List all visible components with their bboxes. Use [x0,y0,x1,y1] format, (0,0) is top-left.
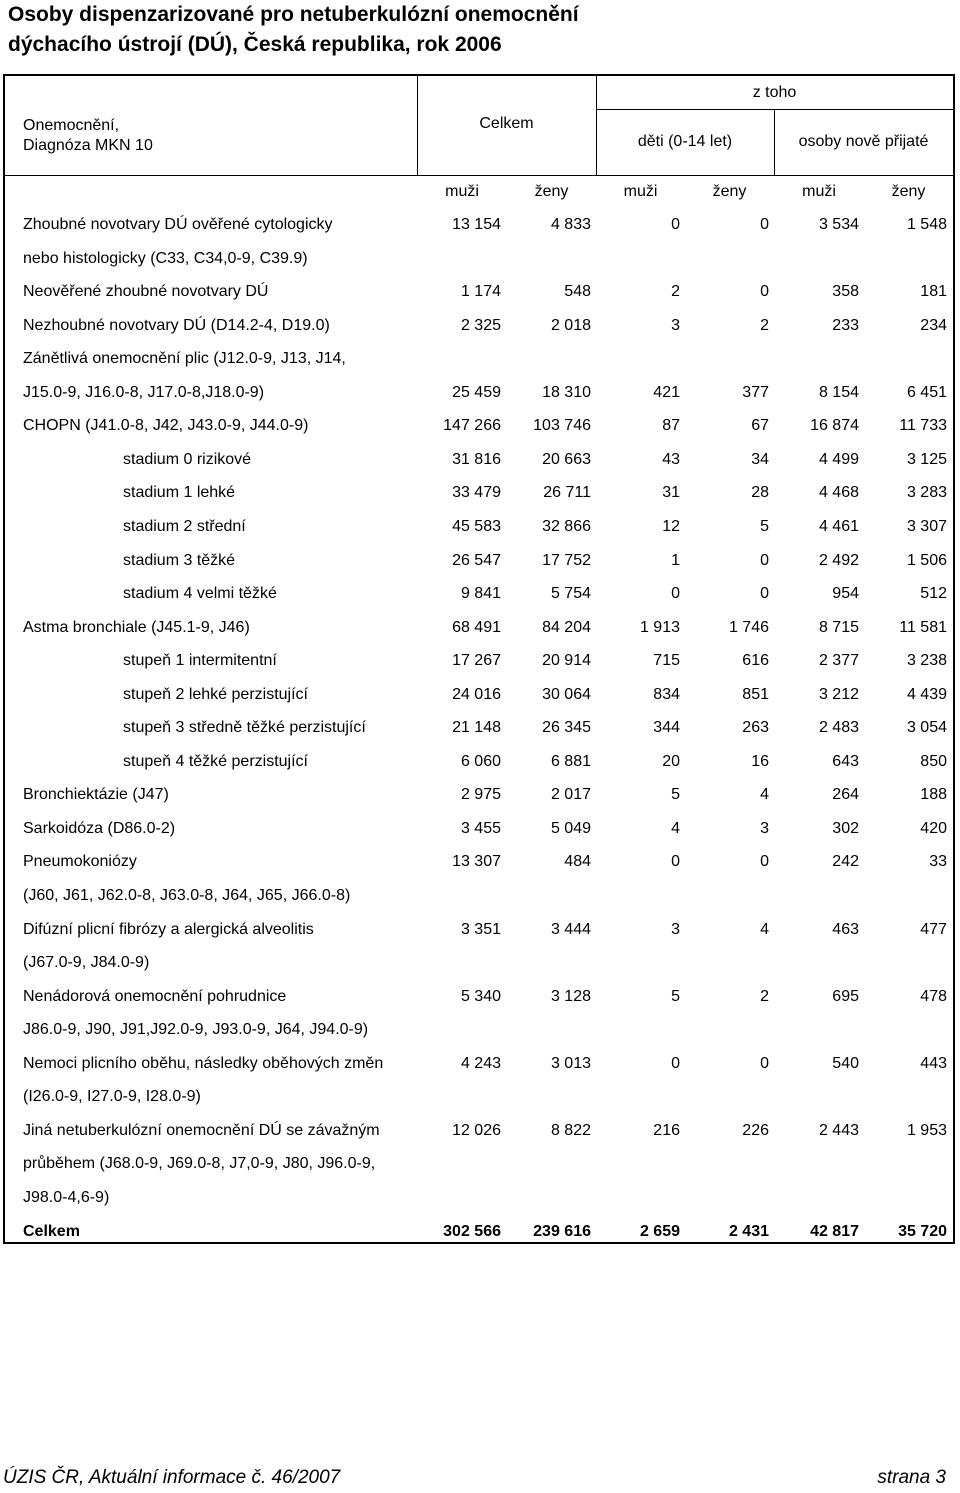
row-value: 2 [760,316,769,334]
row-value: 5 049 [550,819,591,837]
row-value: 68 491 [452,618,501,636]
row-value: 25 459 [452,383,501,401]
row-label: Nenádorová onemocnění pohrudnice [23,987,287,1005]
row-value: 0 [671,1054,680,1072]
row-value: 0 [760,216,769,233]
row-value: 32 866 [542,517,591,535]
row-value: 851 [742,685,769,703]
row-value: 35 720 [898,1222,947,1240]
row-value: 2 018 [550,316,591,334]
row-label: Neověřené zhoubné novotvary DÚ [23,283,269,301]
row-label: (I26.0-9, I27.0-9, I28.0-9) [23,1088,201,1106]
row-value: 13 307 [452,853,501,871]
row-value: 4 243 [460,1054,501,1072]
row-value: 181 [920,283,947,301]
row-value: 548 [564,283,591,301]
row-value: 11 733 [899,417,947,435]
header-sub-children-men: muži [623,183,658,200]
row-label: stadium 0 rizikové [123,450,252,468]
row-label: stadium 2 střední [123,517,246,535]
table-row [5,275,953,308]
row-value: 216 [653,1121,680,1139]
row-value: 45 583 [452,517,501,535]
row-value: 264 [832,786,859,804]
row-value: 5 754 [550,585,591,603]
row-value: 3 444 [550,920,591,938]
row-value: 4 [671,819,680,837]
row-value: 0 [760,585,769,603]
row-value: 11 581 [899,618,947,636]
row-value: 239 616 [533,1222,591,1240]
row-label: stadium 4 velmi těžké [123,585,277,603]
table-row [5,1147,953,1180]
row-value: 8 822 [550,1121,591,1139]
table-row [5,577,953,610]
table-row [5,443,953,476]
row-value: 2 431 [728,1222,769,1240]
row-value: 20 914 [542,652,591,670]
row-label: Astma bronchiale (J45.1-9, J46) [23,618,250,636]
row-label: stadium 3 těžké [123,551,236,569]
row-value: 5 [760,517,769,535]
row-value: 2 659 [639,1222,680,1240]
header-diagnosis-line-2: Diagnóza MKN 10 [23,137,153,154]
table-row [5,980,953,1013]
row-value: 0 [671,585,680,603]
row-label: J86.0-9, J90, J91,J92.0-9, J93.0-9, J64, J94.0-9) [23,1021,369,1039]
row-value: 4 439 [906,685,947,703]
header-sub-total-women: ženy [534,183,569,200]
row-value: 20 663 [542,450,591,468]
row-value: 34 [751,450,769,468]
row-value: 3 307 [906,517,947,535]
row-value: 3 455 [460,819,501,837]
header-diagnosis [23,116,403,156]
row-value: 2 [671,283,680,301]
footer-page: strana 3 [877,1467,946,1488]
table-row [5,342,953,375]
row-value: 0 [671,216,680,233]
row-value: 4 833 [550,216,591,233]
table-row [5,1114,953,1147]
row-label: stupeň 1 intermitentní [123,652,277,670]
table-row [5,1013,953,1046]
row-value: 5 [671,786,680,804]
row-label: průběhem (J68.0-9, J69.0-8, J7,0-9, J80, J96.0-9, [23,1155,376,1173]
row-value: 3 [671,316,680,334]
header-sub-total-men: muži [445,183,479,200]
row-value: 3 [671,920,680,938]
row-value: 5 [671,987,680,1005]
row-value: 540 [832,1054,859,1072]
row-value: 1 913 [639,618,680,636]
row-value: 21 148 [452,719,501,737]
title-line-2: dýchacího ústrojí (DÚ), Česká republika, rok 2006 [8,33,502,56]
row-label: (J60, J61, J62.0-8, J63.0-8, J64, J65, J66.0-8) [23,887,351,904]
table-row [5,409,953,442]
row-value: 1 174 [460,283,501,301]
table-row [5,745,953,778]
row-value: 87 [662,417,680,435]
table-row [5,711,953,744]
row-value: 263 [742,719,769,737]
header-sub-new-women: ženy [891,183,926,200]
row-label: Zánětlivá onemocnění plic (J12.0-9, J13, J14, [23,350,346,368]
row-value: 9 841 [460,585,501,603]
table-row [5,544,953,577]
row-value: 0 [671,853,680,871]
row-value: 67 [751,417,769,435]
header-sub-children-women: ženy [712,183,747,200]
row-value: 13 154 [452,216,501,233]
row-value: 6 060 [460,752,501,770]
row-label: Difúzní plicní fibrózy a alergická alveolitis [23,920,314,938]
row-value: 834 [653,685,680,703]
row-value: 0 [760,853,769,871]
table-row [5,611,953,644]
data-table [3,74,955,1244]
row-label: Celkem [23,1222,80,1240]
row-value: 24 016 [452,685,501,703]
row-value: 12 026 [452,1121,501,1139]
header-children: děti (0-14 let) [637,133,733,150]
row-value: 3 128 [550,987,591,1005]
row-value: 4 461 [818,517,859,535]
row-value: 26 547 [452,551,501,569]
row-value: 242 [832,853,859,871]
row-value: 443 [920,1054,947,1072]
row-value: 3 283 [906,484,947,502]
header-diagnosis-line-1: Onemocnění, [23,117,120,134]
row-value: 643 [832,752,859,770]
row-value: 420 [920,819,947,837]
row-value: 512 [920,585,947,603]
row-value: 1 [671,551,680,569]
row-value: 616 [742,652,769,670]
row-value: 8 715 [818,618,859,636]
row-value: 2 975 [460,786,501,804]
row-value: 16 874 [810,417,859,435]
row-value: 4 [760,786,769,804]
row-value: 30 064 [542,685,591,703]
row-label: J15.0-9, J16.0-8, J17.0-8,J18.0-9) [23,383,265,401]
row-label: J98.0-4,6-9) [23,1188,110,1206]
row-value: 33 479 [452,484,501,502]
row-value: 421 [653,383,680,401]
row-value: 16 [751,752,769,770]
row-value: 478 [920,987,947,1005]
row-label: stadium 1 lehké [123,484,236,502]
row-value: 715 [653,652,680,670]
row-label: Pneumokoniózy [23,853,137,871]
row-value: 695 [832,987,859,1005]
table-row [5,879,953,912]
row-value: 2 443 [818,1121,859,1139]
row-value: 302 566 [443,1222,501,1240]
table-row [5,476,953,509]
row-value: 1 953 [906,1121,947,1139]
row-value: 954 [832,585,859,603]
table-row [5,208,953,241]
row-value: 26 711 [543,484,591,502]
table-row [5,242,953,275]
row-label: stupeň 3 středně těžké perzistující [123,719,366,737]
row-value: 850 [920,752,947,770]
table-row [5,913,953,946]
row-value: 188 [920,786,947,804]
header-new-persons: osoby nově přijaté [798,133,929,150]
row-value: 18 310 [542,383,591,401]
row-value: 234 [920,316,947,334]
row-value: 20 [662,752,680,770]
row-value: 477 [920,920,947,938]
header-sub-new-men: muži [802,183,836,200]
table-row [5,778,953,811]
header-sub-row [5,175,953,208]
title-line-1: Osoby dispenzarizované pro netuberkulózní onemocnění [8,3,579,26]
row-label: (J67.0-9, J84.0-9) [23,954,150,972]
row-value: 103 746 [533,417,591,435]
row-value: 31 816 [452,450,501,468]
row-value: 2 [760,987,769,1005]
row-value: 5 340 [460,987,501,1005]
table-row [5,946,953,979]
row-value: 2 325 [460,316,501,334]
table-row [5,1181,953,1214]
row-value: 43 [662,450,680,468]
header-of-which: z toho [752,84,797,101]
row-value: 3 [760,819,769,837]
row-value: 6 451 [906,383,947,401]
footer-source: ÚZIS ČR, Aktuální informace č. 46/2007 [3,1467,341,1488]
row-label: Bronchiektázie (J47) [23,786,169,804]
row-label: Nemoci plicního oběhu, následky oběhových změn [23,1054,384,1072]
row-value: 226 [742,1121,769,1139]
table-row [5,309,953,342]
table-row [5,1215,953,1248]
row-label: Sarkoidóza (D86.0-2) [23,819,176,837]
table-row [5,678,953,711]
row-value: 17 752 [542,551,591,569]
row-value: 233 [832,316,859,334]
row-value: 147 266 [443,417,501,435]
row-value: 2 377 [818,652,859,670]
row-value: 0 [760,1054,769,1072]
row-value: 8 154 [818,383,859,401]
row-value: 2 017 [550,786,591,804]
row-value: 302 [832,819,859,837]
row-label: CHOPN (J41.0-8, J42, J43.0-9, J44.0-9) [23,417,309,435]
row-value: 17 267 [452,652,501,670]
row-value: 2 492 [818,551,859,569]
row-value: 344 [653,719,680,737]
row-value: 484 [564,853,591,871]
page-title [8,0,948,60]
row-label: Zhoubné novotvary DÚ ověřené cytologicky [23,216,333,233]
row-value: 4 [760,920,769,938]
row-value: 3 212 [818,685,859,703]
row-value: 1 506 [906,551,947,569]
table-row [5,812,953,845]
row-value: 28 [751,484,769,502]
row-label: Nezhoubné novotvary DÚ (D14.2-4, D19.0) [23,316,330,334]
row-value: 3 125 [906,450,947,468]
table-row [5,845,953,878]
row-value: 33 [929,853,947,871]
row-value: 84 204 [542,618,591,636]
table-row [5,1047,953,1080]
row-value: 3 054 [906,719,947,737]
row-label: stupeň 2 lehké perzistující [123,685,308,703]
row-value: 2 483 [818,719,859,737]
row-value: 3 238 [906,652,947,670]
row-value: 4 468 [818,484,859,502]
row-value: 3 013 [550,1054,591,1072]
row-value: 1 548 [906,216,947,233]
row-value: 1 746 [728,618,769,636]
row-value: 0 [760,283,769,301]
row-value: 31 [662,484,680,502]
row-value: 6 881 [550,752,591,770]
row-label: nebo histologicky (C33, C34,0-9, C39.9) [23,249,308,267]
row-label: Jiná netuberkulózní onemocnění DÚ se závažným [23,1121,380,1139]
table-row [5,644,953,677]
table-row [5,376,953,409]
row-value: 0 [760,551,769,569]
row-value: 358 [832,283,859,301]
row-value: 12 [662,517,680,535]
row-value: 463 [832,920,859,938]
table-row [5,1080,953,1113]
row-value: 377 [742,383,769,401]
table-row [5,510,953,543]
row-value: 4 499 [818,450,859,468]
row-value: 3 351 [460,920,501,938]
row-value: 42 817 [810,1222,859,1240]
row-label: stupeň 4 těžké perzistující [123,752,308,770]
row-value: 3 534 [818,216,859,233]
row-value: 26 345 [542,719,591,737]
header-total: Celkem [479,115,534,132]
